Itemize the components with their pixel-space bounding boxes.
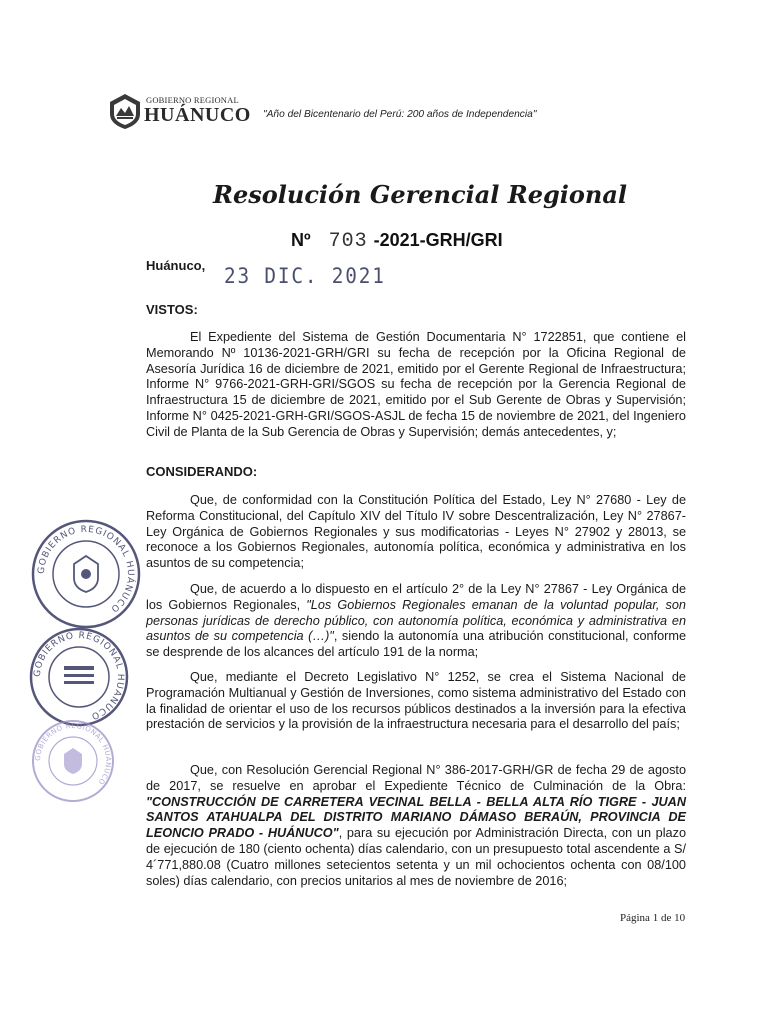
paragraph-resolucion-386-text-a: Que, con Resolución Gerencial Regional N° 386-2017-GRH/GR de fecha 29 de agosto de 2017, se resuelve en aprobar el Expediente Técnico de Culminación de la Obra: [146,763,686,793]
logo-org-big: HUÁNUCO [144,104,251,126]
resolution-title-text: Resolución Gerencial Regional [213,180,627,209]
paragraph-article-2-quote: "Los Gobiernos Regionales emanan de la voluntad popular, son personas jurídicas de derecho público, con autonomía política, económica y administrativa en asuntos de su competencia (…)" [146,597,686,644]
resolution-number [291,230,503,253]
number-prefix: Nº [291,230,311,250]
paragraph-decreto [146,670,686,733]
section-considerando: CONSIDERANDO: [146,464,258,479]
year-motto: "Año del Bicentenario del Perú: 200 años de Independencia" [263,109,537,120]
paragraph-article-2 [146,582,686,661]
regional-emblem-icon [108,92,142,130]
paragraph-resolucion-386-text-b: , para su ejecución por Administración Directa, con un plazo de ejecución de 180 (ciento ochenta) días calendario, con un presupuesto total ascendente a S/ 4´771,880.08 (Cuatro millones setecientos setenta y un mil ochocientos ochenta con 08/100 soles) días calendario, con precios unitarios al mes de noviembre de 2016; [146,826,686,888]
paragraph-vistos [146,330,686,441]
paragraph-article-2-text-a: Que, de acuerdo a lo dispuesto en el artículo 2° de la Ley N° 27867 - Ley Orgánica de los Gobiernos Regionales, [146,582,686,612]
seal-stamp-1 [30,518,142,630]
seal-1-icon [30,518,142,630]
paragraph-constitution-text: Que, de conformidad con la Constitución Política del Estado, Ley N° 27680 - Ley de Reforma Constitucional, del Capítulo XIV del Título IV sobre Descentralización, Ley N° 27867- Ley Orgánica de Gobiernos Regionales y sus modificatorias - Leyes N° 27902 y 28013, se reconoce a los Gobiernos Regionales, autonomía política, económica y administrativa en los asuntos de su competencia; [146,493,686,571]
paragraph-vistos-text: El Expediente del Sistema de Gestión Documentaria N° 1722851, que contiene el Memorando Nº 10136-2021-GRH/GRI su fecha de recepción por la Oficina Regional de Asesoría Jurídica 16 de diciembre de 2021, emitido por el Gerente Regional de Infraestructura; Informe N° 9766-2021-GRH-GRI/SGOS su fecha de recepción por la Gerencia Regional de Infraestructura 15 de diciembre de 2021, emitido por el Sub Gerente de Obras y Supervisión; Informe N° 0425-2021-GRH-GRI/SGOS-ASJL de fecha 15 de noviembre de 2021, del Ingeniero Civil de Planta de la Sub Gerencia de Obras y Supervisión; demás antecedentes, y; [146,330,686,439]
logo-org-small: GOBIERNO REGIONAL [146,95,239,105]
number-suffix: -2021-GRH/GRI [373,230,503,250]
svg-text:GOBIERNO REGIONAL HUÁNUCO: GOBIERNO REGIONAL HUÁNUCO [32,630,126,722]
number-value: 703 [328,230,368,253]
seal-stamp-2 [28,626,130,728]
gobierno-regional-logo [108,92,251,132]
svg-text:GOBIERNO REGIONAL HUÁNUCO: GOBIERNO REGIONAL HUÁNUCO [36,524,136,615]
resolution-title [0,180,768,209]
paragraph-resolucion-386 [146,763,686,889]
paragraph-constitution [146,493,686,572]
date-stamp: 23 DIC. 2021 [224,264,386,288]
svg-text:GOBIERNO REGIONAL HUÁNUCO: GOBIERNO REGIONAL HUÁNUCO [33,721,113,787]
page-number: Página 1 de 10 [620,912,686,924]
seal-stamp-3 [30,718,116,804]
seal-3-icon [30,718,116,804]
paragraph-resolucion-386-project: "CONSTRUCCIÓN DE CARRETERA VECINAL BELLA - BELLA ALTA RÍO TIGRE - JUAN SANTOS ATAHUALPA DEL DISTRITO MARIANO DÁMASO BERAÚN, PROVINCIA DE LEONCIO PRADO - HUÁNUCO" [146,794,686,841]
seal-2-icon [28,626,130,728]
paragraph-article-2-text-b: , siendo la autonomía una atribución constitucional, conforme se desprende de los alcances del artículo 191 de la norma; [146,629,686,660]
place-label: Huánuco, [146,258,206,273]
section-vistos: VISTOS: [146,302,198,317]
paragraph-decreto-text: Que, mediante el Decreto Legislativo N° 1252, se crea el Sistema Nacional de Programación Multianual y Gestión de Inversiones, como sistema administrativo del Estado con la finalidad de orientar el uso de los recursos públicos destinados a la inversión para la efectiva prestación de servicios y la provisión de la infraestructura necesaria para el desarrollo del país; [146,670,686,732]
